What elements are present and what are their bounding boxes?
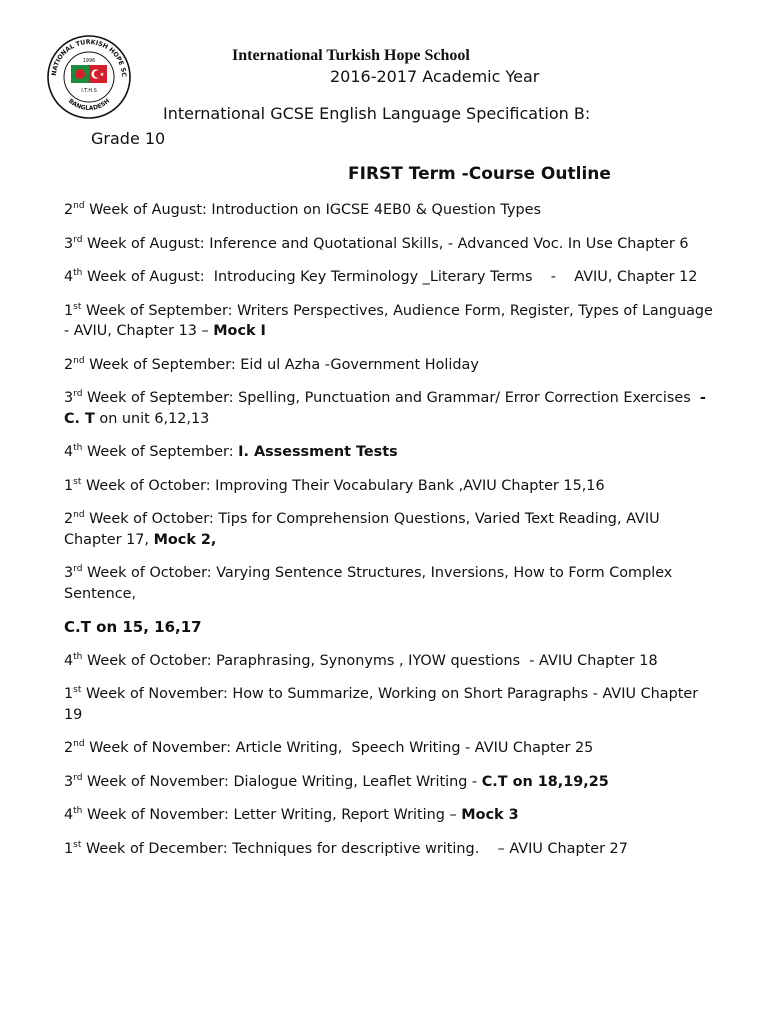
outline-entry: 2nd Week of August: Introduction on IGCSE 4EB0 & Question Types [64,201,541,218]
outline-entry: 1st Week of December: Techniques for descriptive writing. – AVIU Chapter 27 [64,839,628,857]
academic-year: 2016-2017 Academic Year [330,67,540,86]
assessment-label: I. Assessment Tests [238,444,398,460]
outline-entry: 3rd Week of October: Varying Sentence Structures, Inversions, How to Form Complex Sentence, [64,564,673,602]
outline-entry: 2nd Week of October: Tips for Comprehension Questions, Varied Text Reading, AVIU Chapter 17, Mock 2, [64,510,660,548]
logo-abbr: I.T.H.S [81,88,97,94]
svg-text:BANGLADESH [67,98,111,113]
school-name: International Turkish Hope School [232,47,470,64]
outline-entry: 3rd Week of August: Inference and Quotational Skills, - Advanced Voc. In Use Chapter 6 [64,234,689,252]
outline-entry: 1st Week of October: Improving Their Vocabulary Bank ,AVIU Chapter 15,16 [64,476,605,494]
mock-label: Mock I [213,323,266,339]
logo-bottom-text: BANGLADESH [66,97,112,113]
outline-entry: 4th Week of August: Introducing Key Terminology _Literary Terms - AVIU, Chapter 12 [64,268,698,285]
specification-title: International GCSE English Language Specification B: [163,104,591,123]
mock-label: Mock 2, [153,531,217,548]
ct-label: C.T on 18,19,25 [481,773,609,790]
course-outline-list [64,200,714,872]
outline-entry: 4th Week of October: Paraphrasing, Synonyms , IYOW questions - AVIU Chapter 18 [64,651,658,669]
school-seal-icon [46,34,132,120]
outline-entry: 4th Week of September: I. Assessment Tests [64,443,398,460]
outline-entry: 1st Week of November: How to Summarize, Working on Short Paragraphs - AVIU Chapter 19 [64,685,699,723]
logo-year: 1996 [82,58,96,64]
outline-entry: 2nd Week of September: Eid ul Azha -Government Holiday [64,355,479,373]
mock-label: Mock 3 [461,807,519,823]
ct-standalone-entry: C.T on 15, 16,17 [64,618,202,636]
outline-entry: 1st Week of September: Writers Perspectives, Audience Form, Register, Types of Language - AVIU, Chapter 13 – Mock I [64,301,713,339]
outline-entry: 2nd Week of November: Article Writing, Speech Writing - AVIU Chapter 25 [64,739,594,756]
grade-label: Grade 10 [91,129,166,148]
logo-ring-text: NATIONAL TURKISH HOPE SC [50,38,128,78]
ct-label: - C. T [64,390,706,427]
term-title: FIRST Term -Course Outline [348,164,611,184]
outline-entry: 3rd Week of September: Spelling, Punctuation and Grammar/ Error Correction Exercises - C. T on unit 6,12,13 [64,389,706,427]
school-logo [46,34,132,120]
outline-entry: 4th Week of November: Letter Writing, Report Writing – Mock 3 [64,806,519,823]
outline-entry: 3rd Week of November: Dialogue Writing, Leaflet Writing - C.T on 18,19,25 [64,772,609,790]
